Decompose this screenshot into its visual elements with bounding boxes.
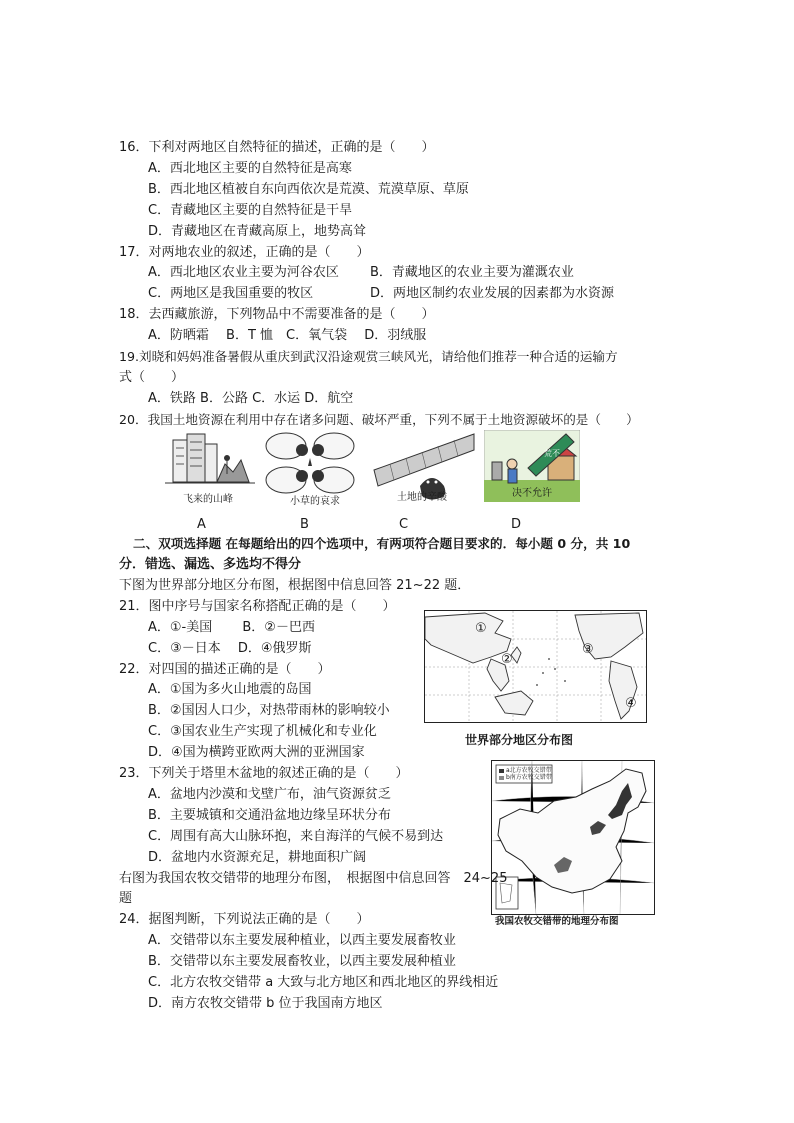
q17-option-c: C．两地区是我国重要的牧区 [148,286,314,301]
world-marker-1: ① [475,621,487,636]
china-legend-b: b南方农牧交错带 [506,774,552,781]
caption-flying-mountain: 飞来的山峰 [183,494,233,505]
q22-option-b: B．②国因人口少，对热带雨林的影响较小 [148,703,390,718]
q17-option-a: A．西北地区农业主要为河谷农区 [148,265,339,280]
q23-option-a: A．盆地内沙漠和戈壁广布，油气资源贫乏 [148,787,391,802]
q22-option-a: A．①国为多火山地震的岛国 [148,682,312,697]
q24-option-a: A．交错带以东主要发展种植业，以西主要发展畜牧业 [148,933,456,948]
q21-options-cd: C．③－日本 D．④俄罗斯 [148,641,312,656]
q24-stem: 24．据图判断，下列说法正确的是（ ） [119,912,370,927]
q16-option-a: A．西北地区主要的自然特征是高寒 [148,161,352,176]
q21-stem: 21．图中序号与国家名称搭配正确的是（ ） [119,599,396,614]
caption-never-allow: 决不允许 [512,488,552,499]
q23-option-c: C．周围有高大山脉环抱，来自海洋的气候不易到达 [148,829,444,844]
q21-options-ab: A．①-美国 B．②－巴西 [148,620,315,635]
q23-stem: 23．下列关于塔里木盆地的叙述正确的是（ ） [119,766,409,781]
q24-option-d: D．南方农牧交错带 b 位于我国南方地区 [148,996,383,1011]
q16-stem: 16．下利对两地区自然特征的描述，正确的是（ ） [119,140,435,155]
world-marker-2: ② [501,652,513,667]
q17-option-d: D．两地区制约农业发展的因素都为水资源 [370,286,615,301]
world-map-caption: 世界部分地区分布图 [465,733,574,747]
q18-stem: 18．去西藏旅游，下列物品中不需要准备的是（ ） [119,307,435,322]
q24-option-c: C．北方农牧交错带 a 大致与北方地区和西北地区的界线相近 [148,975,499,990]
option-letter-a: A [197,517,206,532]
q18-options: A．防晒霜 B．T 恤 C．氧气袋 D．羽绒服 [148,328,427,343]
q16-option-b: B．西北地区植被自东向西依次是荒漠、荒漠草原、草原 [148,182,469,197]
q20-stem: 20．我国土地资源在利用中存在诸多问题、破坏严重，下列不属于土地资源破坏的是（ ） [119,412,639,427]
option-letter-c: C [399,517,409,532]
q22-option-c: C．③国农业生产实现了机械化和专业化 [148,724,377,739]
world-map [424,610,647,723]
q17-stem: 17．对两地农业的叙述，正确的是（ ） [119,245,370,260]
intro-21-22: 下图为世界部分地区分布图，根据图中信息回答 21~22 题． [119,578,471,593]
world-marker-4: ④ [625,696,637,711]
caption-grass-plea: 小草的哀求 [290,496,340,507]
world-marker-3: ③ [582,642,594,657]
q19-stem-line1: 19.刘晓和妈妈准备暑假从重庆到武汉沿途观赏三峡风光，请给他们推荐一种合适的运输方 [119,349,618,364]
q22-option-d: D．④国为横跨亚欧两大洲的亚洲国家 [148,745,365,760]
q16-option-c: C．青藏地区主要的自然特征是干旱 [148,203,353,218]
q17-option-b: B．青藏地区的农业主要为灌溉农业 [370,265,574,280]
china-agro-pastoral-map [491,760,655,915]
q24-option-b: B．交错带以东主要发展畜牧业，以西主要发展种植业 [148,954,456,969]
q23-option-b: B．主要城镇和交通沿盆地边缘呈环状分布 [148,808,391,823]
q16-option-d: D．青藏地区在青藏高原上，地势高耸 [148,224,367,239]
intro-24-25-line1: 右图为我国农牧交错带的地理分布图， 根据图中信息回答 24~25 [119,871,508,886]
option-letter-b: B [300,517,309,532]
section-2-heading-line1: 二、双项选择题 在每题给出的四个选项中，有两项符合题目要求的．每小题 0 分，共 10 [133,536,631,551]
section-2-heading-line2: 分．错选、漏选、多选均不得分 [119,557,302,572]
option-letter-d: D [511,517,522,532]
intro-24-25-line2: 题 [119,891,133,906]
q19-options: A．铁路 B．公路 C．水运 D．航空 [148,391,354,406]
caption-land-bitterness: 土地的辛酸 [397,492,447,503]
q22-stem: 22．对四国的描述正确的是（ ） [119,662,331,677]
q19-stem-line2: 式（ ） [119,370,185,385]
china-map-caption: 我国农牧交错带的地理分布图 [495,916,619,927]
q23-option-d: D．盆地内水资源充足，耕地面积广阔 [148,850,367,865]
china-legend-a: a北方农牧交错带 [506,767,552,774]
sign-text: 荒不 [544,449,560,458]
